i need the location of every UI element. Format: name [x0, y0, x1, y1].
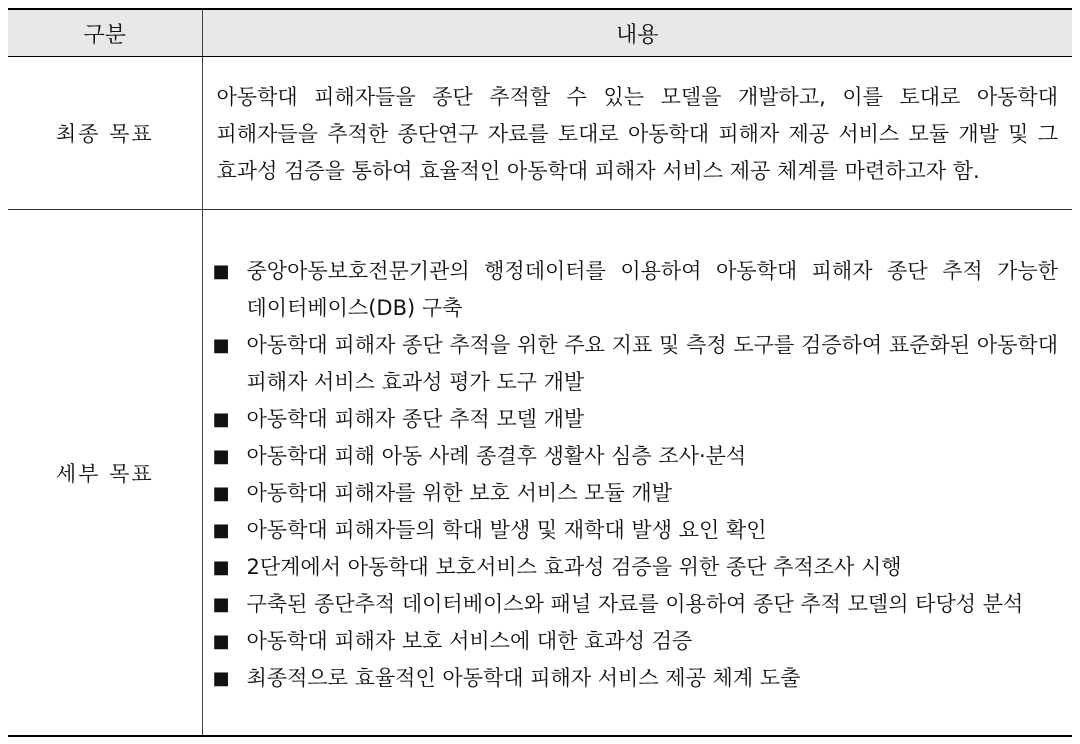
square-bullet-icon: ■ — [212, 408, 230, 430]
square-bullet-icon: ■ — [212, 556, 230, 578]
header-category: 구분 — [8, 9, 202, 57]
list-item — [213, 401, 1059, 438]
square-bullet-icon: ■ — [212, 667, 230, 689]
list-item-text: 아동학대 피해자 종단 추적을 위한 주요 지표 및 측정 도구를 검증하여 표준화된 아동학대 피해자 서비스 효과성 평가 도구 개발 — [246, 332, 1058, 394]
list-item — [213, 475, 1059, 512]
list-item — [213, 623, 1059, 660]
header-content: 내용 — [202, 9, 1072, 57]
list-item-text: 중앙아동보호전문기관의 행정데이터를 이용하여 아동학대 피해자 종단 추적 가능한 데이터베이스(DB) 구축 — [246, 258, 1058, 320]
list-item — [213, 586, 1059, 623]
detail-goal-list — [203, 249, 1073, 697]
list-item — [213, 253, 1059, 327]
final-goal-content-cell — [202, 57, 1072, 210]
list-item-text: 2단계에서 아동학대 보호서비스 효과성 검증을 위한 종단 추적조사 시행 — [246, 554, 902, 579]
list-item-text: 아동학대 피해자를 위한 보호 서비스 모듈 개발 — [246, 480, 672, 505]
list-item-text: 구축된 종단추적 데이터베이스와 패널 자료를 이용하여 종단 추적 모델의 타당성 분석 — [246, 591, 1024, 616]
final-goal-text: 아동학대 피해자들을 종단 추적할 수 있는 모델을 개발하고, 이를 토대로 아동학대 피해자들을 추적한 종단연구 자료를 토대로 아동학대 피해자 제공 서비스 모듈 개발 및 그 효과성 검증을 통하여 효율적인 아동학대 피해자 서비스 제공 체계를 마련하고자 함. — [216, 85, 1058, 183]
goals-table — [8, 8, 1072, 737]
table-header-row — [8, 9, 1072, 57]
square-bullet-icon: ■ — [212, 630, 230, 652]
square-bullet-icon: ■ — [212, 593, 230, 615]
list-item — [213, 438, 1059, 475]
square-bullet-icon: ■ — [212, 260, 230, 282]
square-bullet-icon: ■ — [212, 445, 230, 467]
list-item — [213, 512, 1059, 549]
table-row-final-goal — [8, 57, 1072, 210]
detail-goal-category: 세부 목표 — [8, 210, 202, 737]
list-item-text: 아동학대 피해자들의 학대 발생 및 재학대 발생 요인 확인 — [246, 517, 767, 542]
list-item-text: 아동학대 피해 아동 사례 종결후 생활사 심층 조사·분석 — [246, 443, 747, 468]
square-bullet-icon: ■ — [212, 482, 230, 504]
final-goal-category: 최종 목표 — [8, 57, 202, 210]
list-item — [213, 549, 1059, 586]
list-item-text: 아동학대 피해자 보호 서비스에 대한 효과성 검증 — [246, 628, 693, 653]
list-item — [213, 660, 1059, 697]
list-item-text: 아동학대 피해자 종단 추적 모델 개발 — [246, 406, 585, 431]
square-bullet-icon: ■ — [212, 519, 230, 541]
detail-goal-content-cell — [202, 210, 1072, 737]
list-item — [213, 327, 1059, 401]
square-bullet-icon: ■ — [212, 334, 230, 356]
list-item-text: 최종적으로 효율적인 아동학대 피해자 서비스 제공 체계 도출 — [246, 665, 801, 690]
table-row-detail-goals — [8, 210, 1072, 737]
